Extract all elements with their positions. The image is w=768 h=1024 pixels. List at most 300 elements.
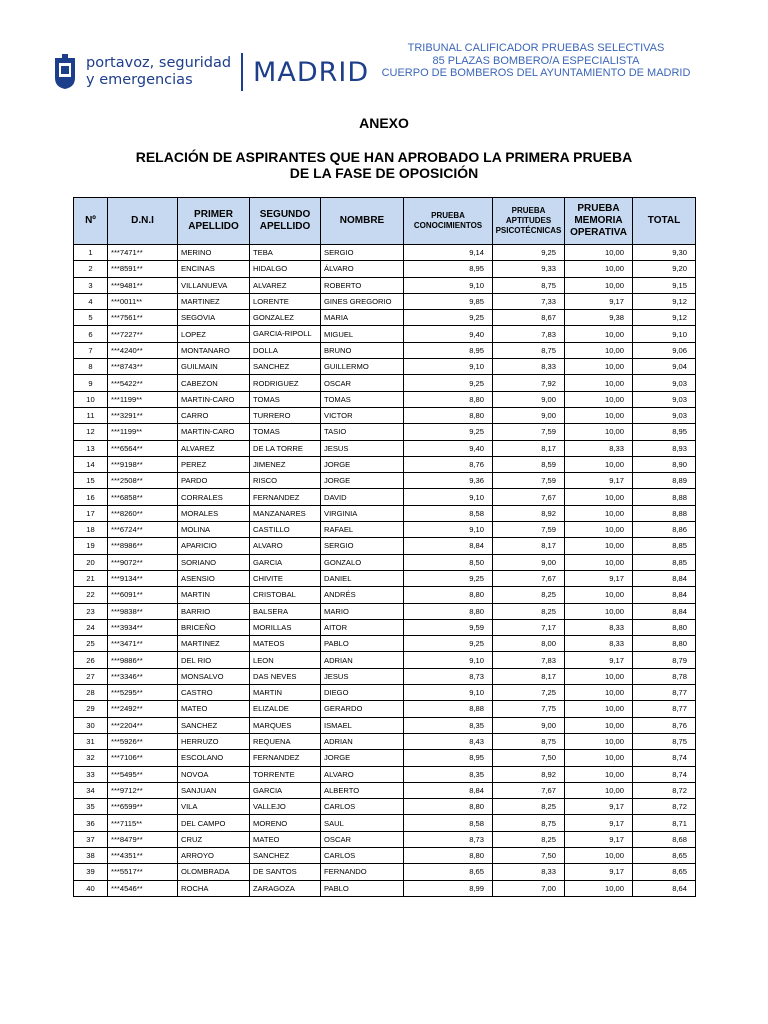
cell-aptitude: 8,59 <box>493 456 565 472</box>
cell-memory: 8,33 <box>565 440 633 456</box>
table-row <box>74 245 696 261</box>
cell-knowledge: 9,59 <box>404 619 493 635</box>
cell-name: OSCAR <box>321 375 404 391</box>
cell-total: 8,84 <box>633 587 696 603</box>
cell-name: SERGIO <box>321 245 404 261</box>
document-title <box>0 149 768 181</box>
cell-dni: ***6724** <box>108 522 178 538</box>
cell-total: 8,74 <box>633 766 696 782</box>
table-row <box>74 424 696 440</box>
cell-knowledge: 9,25 <box>404 310 493 326</box>
cell-dni: ***3934** <box>108 619 178 635</box>
cell-knowledge: 9,40 <box>404 440 493 456</box>
cell-name: MIGUEL <box>321 326 404 342</box>
cell-name: JORGE <box>321 456 404 472</box>
cell-dni: ***7115** <box>108 815 178 831</box>
cell-knowledge: 9,25 <box>404 570 493 586</box>
cell-dni: ***6564** <box>108 440 178 456</box>
cell-number: 11 <box>74 407 108 423</box>
cell-second-surname: LORENTE <box>250 293 321 309</box>
cell-total: 8,84 <box>633 603 696 619</box>
cell-aptitude: 7,50 <box>493 847 565 863</box>
cell-memory: 10,00 <box>565 522 633 538</box>
cell-first-surname: HERRUZO <box>178 733 250 749</box>
cell-total: 8,65 <box>633 847 696 863</box>
cell-total: 8,88 <box>633 505 696 521</box>
cell-dni: ***4240** <box>108 342 178 358</box>
cell-aptitude: 8,17 <box>493 538 565 554</box>
table-row <box>74 636 696 652</box>
cell-total: 9,03 <box>633 391 696 407</box>
cell-first-surname: MARTIN-CARO <box>178 391 250 407</box>
cell-memory: 8,33 <box>565 636 633 652</box>
cell-first-surname: MORALES <box>178 505 250 521</box>
cell-memory: 10,00 <box>565 587 633 603</box>
cell-second-surname: MATEO <box>250 831 321 847</box>
cell-number: 8 <box>74 359 108 375</box>
table-row <box>74 668 696 684</box>
cell-dni: ***7227** <box>108 326 178 342</box>
cell-knowledge: 8,80 <box>404 603 493 619</box>
cell-number: 1 <box>74 245 108 261</box>
cell-memory: 10,00 <box>565 277 633 293</box>
table-header-row <box>74 198 696 245</box>
tribunal-heading <box>376 42 696 80</box>
cell-second-surname: JIMENEZ <box>250 456 321 472</box>
cell-name: JESUS <box>321 440 404 456</box>
cell-aptitude: 8,75 <box>493 277 565 293</box>
cell-number: 10 <box>74 391 108 407</box>
cell-second-surname: GONZALEZ <box>250 310 321 326</box>
cell-total: 8,72 <box>633 799 696 815</box>
cell-second-surname: CASTILLO <box>250 522 321 538</box>
cell-dni: ***3346** <box>108 668 178 684</box>
table-row <box>74 326 696 342</box>
cell-aptitude: 7,50 <box>493 750 565 766</box>
cell-dni: ***2508** <box>108 473 178 489</box>
table-row <box>74 375 696 391</box>
cell-aptitude: 7,59 <box>493 424 565 440</box>
cell-dni: ***1199** <box>108 424 178 440</box>
cell-total: 9,30 <box>633 245 696 261</box>
table-row <box>74 277 696 293</box>
cell-knowledge: 9,10 <box>404 277 493 293</box>
cell-second-surname: LEON <box>250 652 321 668</box>
cell-aptitude: 8,33 <box>493 864 565 880</box>
cell-memory: 10,00 <box>565 359 633 375</box>
header-first-surname: PRIMER APELLIDO <box>178 198 250 245</box>
cell-aptitude: 7,67 <box>493 489 565 505</box>
cell-name: ADRIAN <box>321 652 404 668</box>
cell-first-surname: ASENSIO <box>178 570 250 586</box>
cell-memory: 10,00 <box>565 717 633 733</box>
table-row <box>74 652 696 668</box>
header-second-surname: SEGUNDO APELLIDO <box>250 198 321 245</box>
cell-second-surname: MARQUES <box>250 717 321 733</box>
cell-memory: 9,17 <box>565 473 633 489</box>
cell-name: PABLO <box>321 636 404 652</box>
cell-knowledge: 9,25 <box>404 424 493 440</box>
cell-total: 8,89 <box>633 473 696 489</box>
cell-memory: 9,17 <box>565 652 633 668</box>
cell-first-surname: DEL CAMPO <box>178 815 250 831</box>
cell-name: CARLOS <box>321 799 404 815</box>
title-line-1: RELACIÓN DE ASPIRANTES QUE HAN APROBADO LA PRIMERA PRUEBA <box>135 149 633 165</box>
cell-name: VIRGINIA <box>321 505 404 521</box>
cell-first-surname: DEL RIO <box>178 652 250 668</box>
table-row <box>74 310 696 326</box>
cell-number: 6 <box>74 326 108 342</box>
cell-total: 8,79 <box>633 652 696 668</box>
cell-knowledge: 8,80 <box>404 799 493 815</box>
cell-second-surname: ALVAREZ <box>250 277 321 293</box>
cell-dni: ***8479** <box>108 831 178 847</box>
cell-knowledge: 9,10 <box>404 489 493 505</box>
cell-aptitude: 7,59 <box>493 473 565 489</box>
cell-dni: ***8260** <box>108 505 178 521</box>
cell-aptitude: 9,33 <box>493 261 565 277</box>
cell-number: 9 <box>74 375 108 391</box>
cell-dni: ***9198** <box>108 456 178 472</box>
cell-number: 40 <box>74 880 108 896</box>
table-row <box>74 489 696 505</box>
cell-dni: ***5295** <box>108 685 178 701</box>
municipal-logo <box>54 52 369 92</box>
cell-memory: 10,00 <box>565 375 633 391</box>
table-row <box>74 815 696 831</box>
cell-second-surname: TORRENTE <box>250 766 321 782</box>
cell-number: 21 <box>74 570 108 586</box>
cell-memory: 10,00 <box>565 326 633 342</box>
cell-aptitude: 8,25 <box>493 587 565 603</box>
table-row <box>74 880 696 896</box>
cell-memory: 10,00 <box>565 847 633 863</box>
cell-total: 8,85 <box>633 554 696 570</box>
header-knowledge-test: PRUEBA CONOCIMIENTOS <box>404 198 493 245</box>
cell-memory: 10,00 <box>565 245 633 261</box>
cell-second-surname: DE LA TORRE <box>250 440 321 456</box>
cell-knowledge: 9,85 <box>404 293 493 309</box>
cell-knowledge: 8,80 <box>404 391 493 407</box>
cell-name: JESUS <box>321 668 404 684</box>
cell-memory: 10,00 <box>565 261 633 277</box>
cell-aptitude: 7,17 <box>493 619 565 635</box>
title-line-2: DE LA FASE DE OPOSICIÓN <box>289 165 479 181</box>
cell-number: 35 <box>74 799 108 815</box>
cell-memory: 10,00 <box>565 668 633 684</box>
cell-second-surname: MORENO <box>250 815 321 831</box>
cell-knowledge: 8,84 <box>404 782 493 798</box>
cell-second-surname: BALSERA <box>250 603 321 619</box>
cell-name: MARIO <box>321 603 404 619</box>
cell-memory: 9,17 <box>565 864 633 880</box>
cell-aptitude: 9,00 <box>493 717 565 733</box>
cell-memory: 10,00 <box>565 880 633 896</box>
cell-total: 9,03 <box>633 375 696 391</box>
cell-name: ALBERTO <box>321 782 404 798</box>
cell-second-surname: ELIZALDE <box>250 701 321 717</box>
cell-second-surname: RISCO <box>250 473 321 489</box>
cell-name: ÁLVARO <box>321 261 404 277</box>
cell-second-surname: MATEOS <box>250 636 321 652</box>
cell-dni: ***6091** <box>108 587 178 603</box>
cell-aptitude: 8,67 <box>493 310 565 326</box>
cell-total: 8,74 <box>633 750 696 766</box>
cell-second-surname: TEBA <box>250 245 321 261</box>
cell-number: 22 <box>74 587 108 603</box>
cell-first-surname: ROCHA <box>178 880 250 896</box>
cell-name: GONZALO <box>321 554 404 570</box>
cell-dni: ***9838** <box>108 603 178 619</box>
cell-total: 8,78 <box>633 668 696 684</box>
cell-number: 12 <box>74 424 108 440</box>
cell-memory: 10,00 <box>565 701 633 717</box>
cell-number: 30 <box>74 717 108 733</box>
cell-knowledge: 8,95 <box>404 261 493 277</box>
cell-first-surname: VILA <box>178 799 250 815</box>
cell-name: TASIO <box>321 424 404 440</box>
cell-memory: 10,00 <box>565 456 633 472</box>
cell-name: FERNANDO <box>321 864 404 880</box>
cell-second-surname: CHIVITE <box>250 570 321 586</box>
cell-total: 8,80 <box>633 619 696 635</box>
cell-total: 8,75 <box>633 733 696 749</box>
cell-memory: 10,00 <box>565 782 633 798</box>
cell-second-surname: GARCIA-RIPOLL <box>250 326 321 342</box>
cell-second-surname: HIDALGO <box>250 261 321 277</box>
cell-second-surname: CRISTOBAL <box>250 587 321 603</box>
cell-number: 17 <box>74 505 108 521</box>
cell-aptitude: 7,00 <box>493 880 565 896</box>
cell-first-surname: CABEZON <box>178 375 250 391</box>
cell-dni: ***0011** <box>108 293 178 309</box>
cell-dni: ***9481** <box>108 277 178 293</box>
cell-memory: 8,33 <box>565 619 633 635</box>
cell-total: 8,86 <box>633 522 696 538</box>
cell-memory: 10,00 <box>565 505 633 521</box>
cell-knowledge: 8,43 <box>404 733 493 749</box>
cell-first-surname: PARDO <box>178 473 250 489</box>
cell-first-surname: MONSALVO <box>178 668 250 684</box>
cell-second-surname: SANCHEZ <box>250 359 321 375</box>
tribunal-line-1: TRIBUNAL CALIFICADOR PRUEBAS SELECTIVAS <box>407 42 665 54</box>
cell-knowledge: 9,36 <box>404 473 493 489</box>
header-memory-test: PRUEBA MEMORIA OPERATIVA <box>565 198 633 245</box>
cell-total: 8,80 <box>633 636 696 652</box>
cell-dni: ***8986** <box>108 538 178 554</box>
cell-first-surname: SEGOVIA <box>178 310 250 326</box>
cell-total: 8,76 <box>633 717 696 733</box>
cell-first-surname: CARRO <box>178 407 250 423</box>
cell-knowledge: 8,65 <box>404 864 493 880</box>
cell-number: 20 <box>74 554 108 570</box>
cell-knowledge: 8,80 <box>404 847 493 863</box>
table-row <box>74 391 696 407</box>
cell-first-surname: MARTIN <box>178 587 250 603</box>
cell-name: JORGE <box>321 750 404 766</box>
cell-aptitude: 8,92 <box>493 766 565 782</box>
cell-knowledge: 8,88 <box>404 701 493 717</box>
cell-memory: 9,38 <box>565 310 633 326</box>
cell-name: DAVID <box>321 489 404 505</box>
cell-aptitude: 8,92 <box>493 505 565 521</box>
cell-memory: 9,17 <box>565 293 633 309</box>
cell-number: 28 <box>74 685 108 701</box>
cell-first-surname: SANJUAN <box>178 782 250 798</box>
cell-second-surname: DE SANTOS <box>250 864 321 880</box>
cell-total: 9,12 <box>633 310 696 326</box>
cell-number: 15 <box>74 473 108 489</box>
table-row <box>74 717 696 733</box>
cell-memory: 10,00 <box>565 603 633 619</box>
cell-memory: 10,00 <box>565 733 633 749</box>
cell-aptitude: 8,33 <box>493 359 565 375</box>
cell-memory: 10,00 <box>565 554 633 570</box>
cell-first-surname: BRICEÑO <box>178 619 250 635</box>
cell-second-surname: RODRIGUEZ <box>250 375 321 391</box>
org-line-2: y emergencias <box>86 72 193 88</box>
table-row <box>74 603 696 619</box>
cell-aptitude: 9,25 <box>493 245 565 261</box>
cell-total: 8,85 <box>633 538 696 554</box>
cell-knowledge: 8,35 <box>404 766 493 782</box>
tribunal-line-2: 85 PLAZAS BOMBERO/A ESPECIALISTA <box>432 54 640 67</box>
cell-name: CARLOS <box>321 847 404 863</box>
cell-first-surname: APARICIO <box>178 538 250 554</box>
cell-knowledge: 8,95 <box>404 342 493 358</box>
cell-second-surname: TOMAS <box>250 391 321 407</box>
cell-total: 9,06 <box>633 342 696 358</box>
cell-memory: 10,00 <box>565 424 633 440</box>
city-name: MADRID <box>253 56 370 88</box>
cell-first-surname: MATEO <box>178 701 250 717</box>
cell-second-surname: VALLEJO <box>250 799 321 815</box>
cell-number: 29 <box>74 701 108 717</box>
cell-knowledge: 8,84 <box>404 538 493 554</box>
cell-first-surname: ARROYO <box>178 847 250 863</box>
cell-dni: ***2204** <box>108 717 178 733</box>
logo-divider <box>241 53 243 91</box>
cell-total: 8,93 <box>633 440 696 456</box>
header-total: TOTAL <box>633 198 696 245</box>
cell-second-surname: DOLLA <box>250 342 321 358</box>
cell-name: ROBERTO <box>321 277 404 293</box>
cell-dni: ***6858** <box>108 489 178 505</box>
cell-name: GINES GREGORIO <box>321 293 404 309</box>
cell-memory: 9,17 <box>565 815 633 831</box>
cell-dni: ***7106** <box>108 750 178 766</box>
table-row <box>74 864 696 880</box>
cell-total: 8,68 <box>633 831 696 847</box>
cell-first-surname: BARRIO <box>178 603 250 619</box>
cell-knowledge: 8,95 <box>404 750 493 766</box>
table-row <box>74 750 696 766</box>
cell-aptitude: 8,00 <box>493 636 565 652</box>
cell-first-surname: MARTINEZ <box>178 636 250 652</box>
cell-first-surname: SANCHEZ <box>178 717 250 733</box>
cell-number: 27 <box>74 668 108 684</box>
cell-first-surname: MARTIN-CARO <box>178 424 250 440</box>
cell-first-surname: CRUZ <box>178 831 250 847</box>
cell-number: 13 <box>74 440 108 456</box>
cell-second-surname: MORILLAS <box>250 619 321 635</box>
cell-name: SAUL <box>321 815 404 831</box>
cell-knowledge: 9,10 <box>404 685 493 701</box>
cell-knowledge: 9,10 <box>404 522 493 538</box>
cell-aptitude: 8,75 <box>493 342 565 358</box>
cell-name: JORGE <box>321 473 404 489</box>
cell-aptitude: 7,67 <box>493 570 565 586</box>
table-row <box>74 799 696 815</box>
table-row <box>74 570 696 586</box>
cell-name: MARIA <box>321 310 404 326</box>
cell-first-surname: VILLANUEVA <box>178 277 250 293</box>
cell-dni: ***9712** <box>108 782 178 798</box>
cell-knowledge: 8,58 <box>404 505 493 521</box>
cell-name: AITOR <box>321 619 404 635</box>
cell-memory: 10,00 <box>565 342 633 358</box>
cell-aptitude: 7,83 <box>493 326 565 342</box>
cell-first-surname: SORIANO <box>178 554 250 570</box>
cell-first-surname: CASTRO <box>178 685 250 701</box>
cell-second-surname: ALVARO <box>250 538 321 554</box>
cell-name: TOMAS <box>321 391 404 407</box>
cell-second-surname: MARTIN <box>250 685 321 701</box>
cell-second-surname: FERNANDEZ <box>250 489 321 505</box>
cell-first-surname: ESCOLANO <box>178 750 250 766</box>
cell-second-surname: FERNANDEZ <box>250 750 321 766</box>
cell-total: 8,64 <box>633 880 696 896</box>
cell-knowledge: 8,80 <box>404 407 493 423</box>
cell-dni: ***5422** <box>108 375 178 391</box>
cell-aptitude: 8,75 <box>493 733 565 749</box>
cell-aptitude: 7,83 <box>493 652 565 668</box>
cell-number: 18 <box>74 522 108 538</box>
table-row <box>74 847 696 863</box>
cell-number: 39 <box>74 864 108 880</box>
cell-number: 4 <box>74 293 108 309</box>
cell-name: ANDRÉS <box>321 587 404 603</box>
cell-memory: 10,00 <box>565 750 633 766</box>
cell-first-surname: GUILMAIN <box>178 359 250 375</box>
cell-name: OSCAR <box>321 831 404 847</box>
cell-total: 8,84 <box>633 570 696 586</box>
cell-first-surname: OLOMBRADA <box>178 864 250 880</box>
cell-knowledge: 8,35 <box>404 717 493 733</box>
cell-number: 34 <box>74 782 108 798</box>
header-aptitude-test: PRUEBA APTITUDES PSICOTÉCNICAS <box>493 198 565 245</box>
cell-knowledge: 9,40 <box>404 326 493 342</box>
cell-knowledge: 8,58 <box>404 815 493 831</box>
cell-knowledge: 9,10 <box>404 652 493 668</box>
cell-second-surname: MANZANARES <box>250 505 321 521</box>
cell-first-surname: ALVAREZ <box>178 440 250 456</box>
table-row <box>74 701 696 717</box>
cell-name: ADRIAN <box>321 733 404 749</box>
cell-total: 8,77 <box>633 685 696 701</box>
cell-memory: 10,00 <box>565 538 633 554</box>
cell-knowledge: 8,73 <box>404 668 493 684</box>
cell-first-surname: MERINO <box>178 245 250 261</box>
cell-name: PABLO <box>321 880 404 896</box>
cell-first-surname: MARTINEZ <box>178 293 250 309</box>
cell-number: 24 <box>74 619 108 635</box>
cell-total: 9,04 <box>633 359 696 375</box>
cell-knowledge: 8,76 <box>404 456 493 472</box>
cell-aptitude: 7,33 <box>493 293 565 309</box>
cell-name: GUILLERMO <box>321 359 404 375</box>
cell-total: 8,65 <box>633 864 696 880</box>
